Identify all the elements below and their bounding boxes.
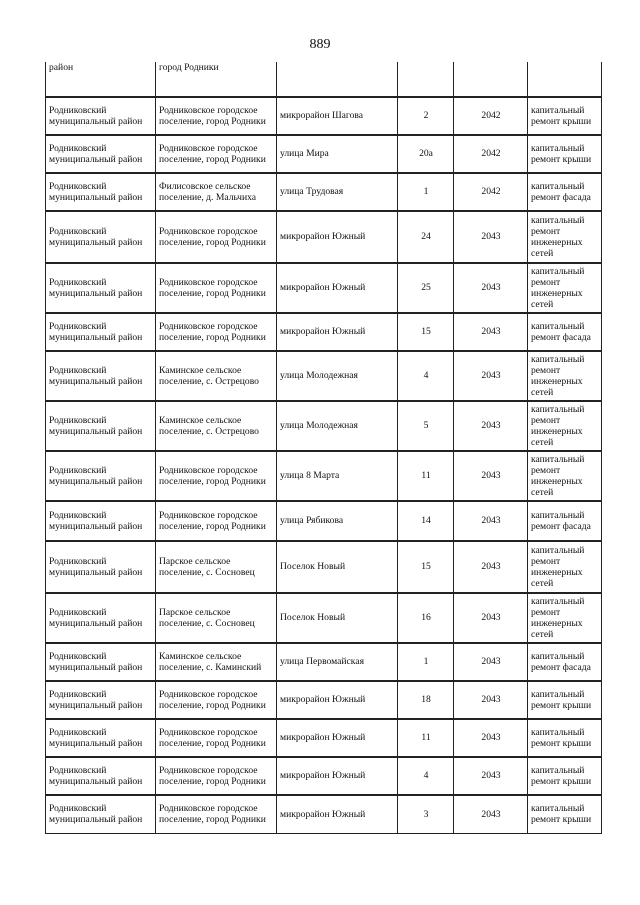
cell-year: 2043 [454,351,528,401]
cell-work: капитальный ремонт фасада [528,173,602,211]
cell-house: 4 [398,351,454,401]
cell-year: 2043 [454,643,528,681]
cell-street: микрорайон Южный [277,795,398,833]
cell-settlement: Родниковское городское поселение, город Родники [156,211,277,263]
cell-work: капитальный ремонт инженерных сетей [528,351,602,401]
cell-district: Родниковский муниципальный район [46,795,156,833]
cell-settlement: Каминское сельское поселение, с. Острецово [156,351,277,401]
cell-street: улица 8 Марта [277,451,398,501]
cell-district: Родниковский муниципальный район [46,643,156,681]
cell-year: 2043 [454,451,528,501]
table-row [46,401,602,451]
table-row [46,501,602,541]
cell-work: капитальный ремонт крыши [528,757,602,795]
table-row [46,757,602,795]
cell-house: 16 [398,593,454,643]
cell-year: 2043 [454,681,528,719]
cell-year: 2043 [454,719,528,757]
cell-street: микрорайон Южный [277,719,398,757]
cell-house: 11 [398,451,454,501]
table-row [46,719,602,757]
table-row [46,795,602,833]
cell-street: улица Мира [277,135,398,173]
table-row [46,541,602,593]
cell-house: 14 [398,501,454,541]
cell-district: Родниковский муниципальный район [46,173,156,211]
cell-work: капитальный ремонт крыши [528,795,602,833]
cell-settlement: Родниковское городское поселение, город Родники [156,501,277,541]
cell-settlement: Парское сельское поселение, с. Сосновец [156,593,277,643]
cell-year: 2043 [454,501,528,541]
cell-settlement: Каминское сельское поселение, с. Каминский [156,643,277,681]
cell-work [528,62,602,97]
cell-house: 25 [398,263,454,313]
cell-house: 2 [398,97,454,135]
cell-house: 1 [398,643,454,681]
cell-house: 4 [398,757,454,795]
cell-year: 2043 [454,757,528,795]
table-row [46,211,602,263]
cell-district: Родниковский муниципальный район [46,719,156,757]
table-row [46,263,602,313]
cell-settlement: город Родники [156,62,277,97]
cell-work: капитальный ремонт инженерных сетей [528,211,602,263]
table-row [46,173,602,211]
table-row [46,97,602,135]
table-row [46,351,602,401]
cell-work: капитальный ремонт инженерных сетей [528,451,602,501]
cell-year [454,62,528,97]
cell-house: 3 [398,795,454,833]
cell-house: 1 [398,173,454,211]
cell-street [277,62,398,97]
cell-settlement: Каминское сельское поселение, с. Острецово [156,401,277,451]
cell-district: Родниковский муниципальный район [46,211,156,263]
cell-street: улица Молодежная [277,351,398,401]
cell-house: 5 [398,401,454,451]
page-number: 889 [309,37,331,52]
cell-settlement: Родниковское городское поселение, город Родники [156,451,277,501]
cell-street: микрорайон Южный [277,211,398,263]
cell-district: Родниковский муниципальный район [46,401,156,451]
cell-house [398,62,454,97]
cell-year: 2042 [454,97,528,135]
cell-district: Родниковский муниципальный район [46,681,156,719]
cell-year: 2042 [454,135,528,173]
cell-work: капитальный ремонт фасада [528,643,602,681]
cell-house: 15 [398,541,454,593]
cell-street: улица Первомайская [277,643,398,681]
cell-work: капитальный ремонт крыши [528,719,602,757]
cell-settlement: Филисовское сельское поселение, д. Мальчиха [156,173,277,211]
cell-house: 24 [398,211,454,263]
cell-street: микрорайон Южный [277,681,398,719]
cell-district: Родниковский муниципальный район [46,501,156,541]
cell-house: 20а [398,135,454,173]
table-row [46,681,602,719]
cell-street: Поселок Новый [277,593,398,643]
cell-settlement: Родниковское городское поселение, город Родники [156,313,277,351]
cell-work: капитальный ремонт крыши [528,135,602,173]
repair-schedule-table [45,62,602,834]
cell-district: Родниковский муниципальный район [46,541,156,593]
cell-work: капитальный ремонт фасада [528,313,602,351]
cell-district: Родниковский муниципальный район [46,313,156,351]
table-row [46,451,602,501]
cell-street: улица Трудовая [277,173,398,211]
cell-work: капитальный ремонт инженерных сетей [528,401,602,451]
cell-district: Родниковский муниципальный район [46,757,156,795]
cell-work: капитальный ремонт крыши [528,681,602,719]
cell-year: 2043 [454,541,528,593]
cell-work: капитальный ремонт крыши [528,97,602,135]
cell-year: 2043 [454,313,528,351]
cell-house: 18 [398,681,454,719]
cell-settlement: Родниковское городское поселение, город Родники [156,263,277,313]
cell-year: 2043 [454,263,528,313]
cell-district: Родниковский муниципальный район [46,351,156,401]
cell-settlement: Родниковское городское поселение, город Родники [156,719,277,757]
cell-district: Родниковский муниципальный район [46,593,156,643]
table-row [46,643,602,681]
cell-year: 2042 [454,173,528,211]
cell-work: капитальный ремонт инженерных сетей [528,593,602,643]
cell-street: микрорайон Шагова [277,97,398,135]
cell-year: 2043 [454,795,528,833]
cell-settlement: Родниковское городское поселение, город Родники [156,681,277,719]
cell-street: Поселок Новый [277,541,398,593]
cell-street: микрорайон Южный [277,313,398,351]
cell-year: 2043 [454,401,528,451]
cell-district: Родниковский муниципальный район [46,451,156,501]
table-row [46,593,602,643]
cell-work: капитальный ремонт фасада [528,501,602,541]
cell-work: капитальный ремонт инженерных сетей [528,541,602,593]
cell-settlement: Родниковское городское поселение, город Родники [156,135,277,173]
cell-district: Родниковский муниципальный район [46,135,156,173]
table-row-continued [46,62,602,97]
cell-district: Родниковский муниципальный район [46,263,156,313]
cell-street: микрорайон Южный [277,757,398,795]
cell-work: капитальный ремонт инженерных сетей [528,263,602,313]
cell-house: 11 [398,719,454,757]
cell-street: улица Рябикова [277,501,398,541]
cell-house: 15 [398,313,454,351]
cell-district: Родниковский муниципальный район [46,97,156,135]
cell-district: район [46,62,156,97]
cell-settlement: Парское сельское поселение, с. Сосновец [156,541,277,593]
cell-year: 2043 [454,211,528,263]
cell-street: микрорайон Южный [277,263,398,313]
cell-settlement: Родниковское городское поселение, город Родники [156,757,277,795]
cell-year: 2043 [454,593,528,643]
cell-street: улица Молодежная [277,401,398,451]
cell-settlement: Родниковское городское поселение, город Родники [156,97,277,135]
table-row [46,135,602,173]
cell-settlement: Родниковское городское поселение, город Родники [156,795,277,833]
table-row [46,313,602,351]
